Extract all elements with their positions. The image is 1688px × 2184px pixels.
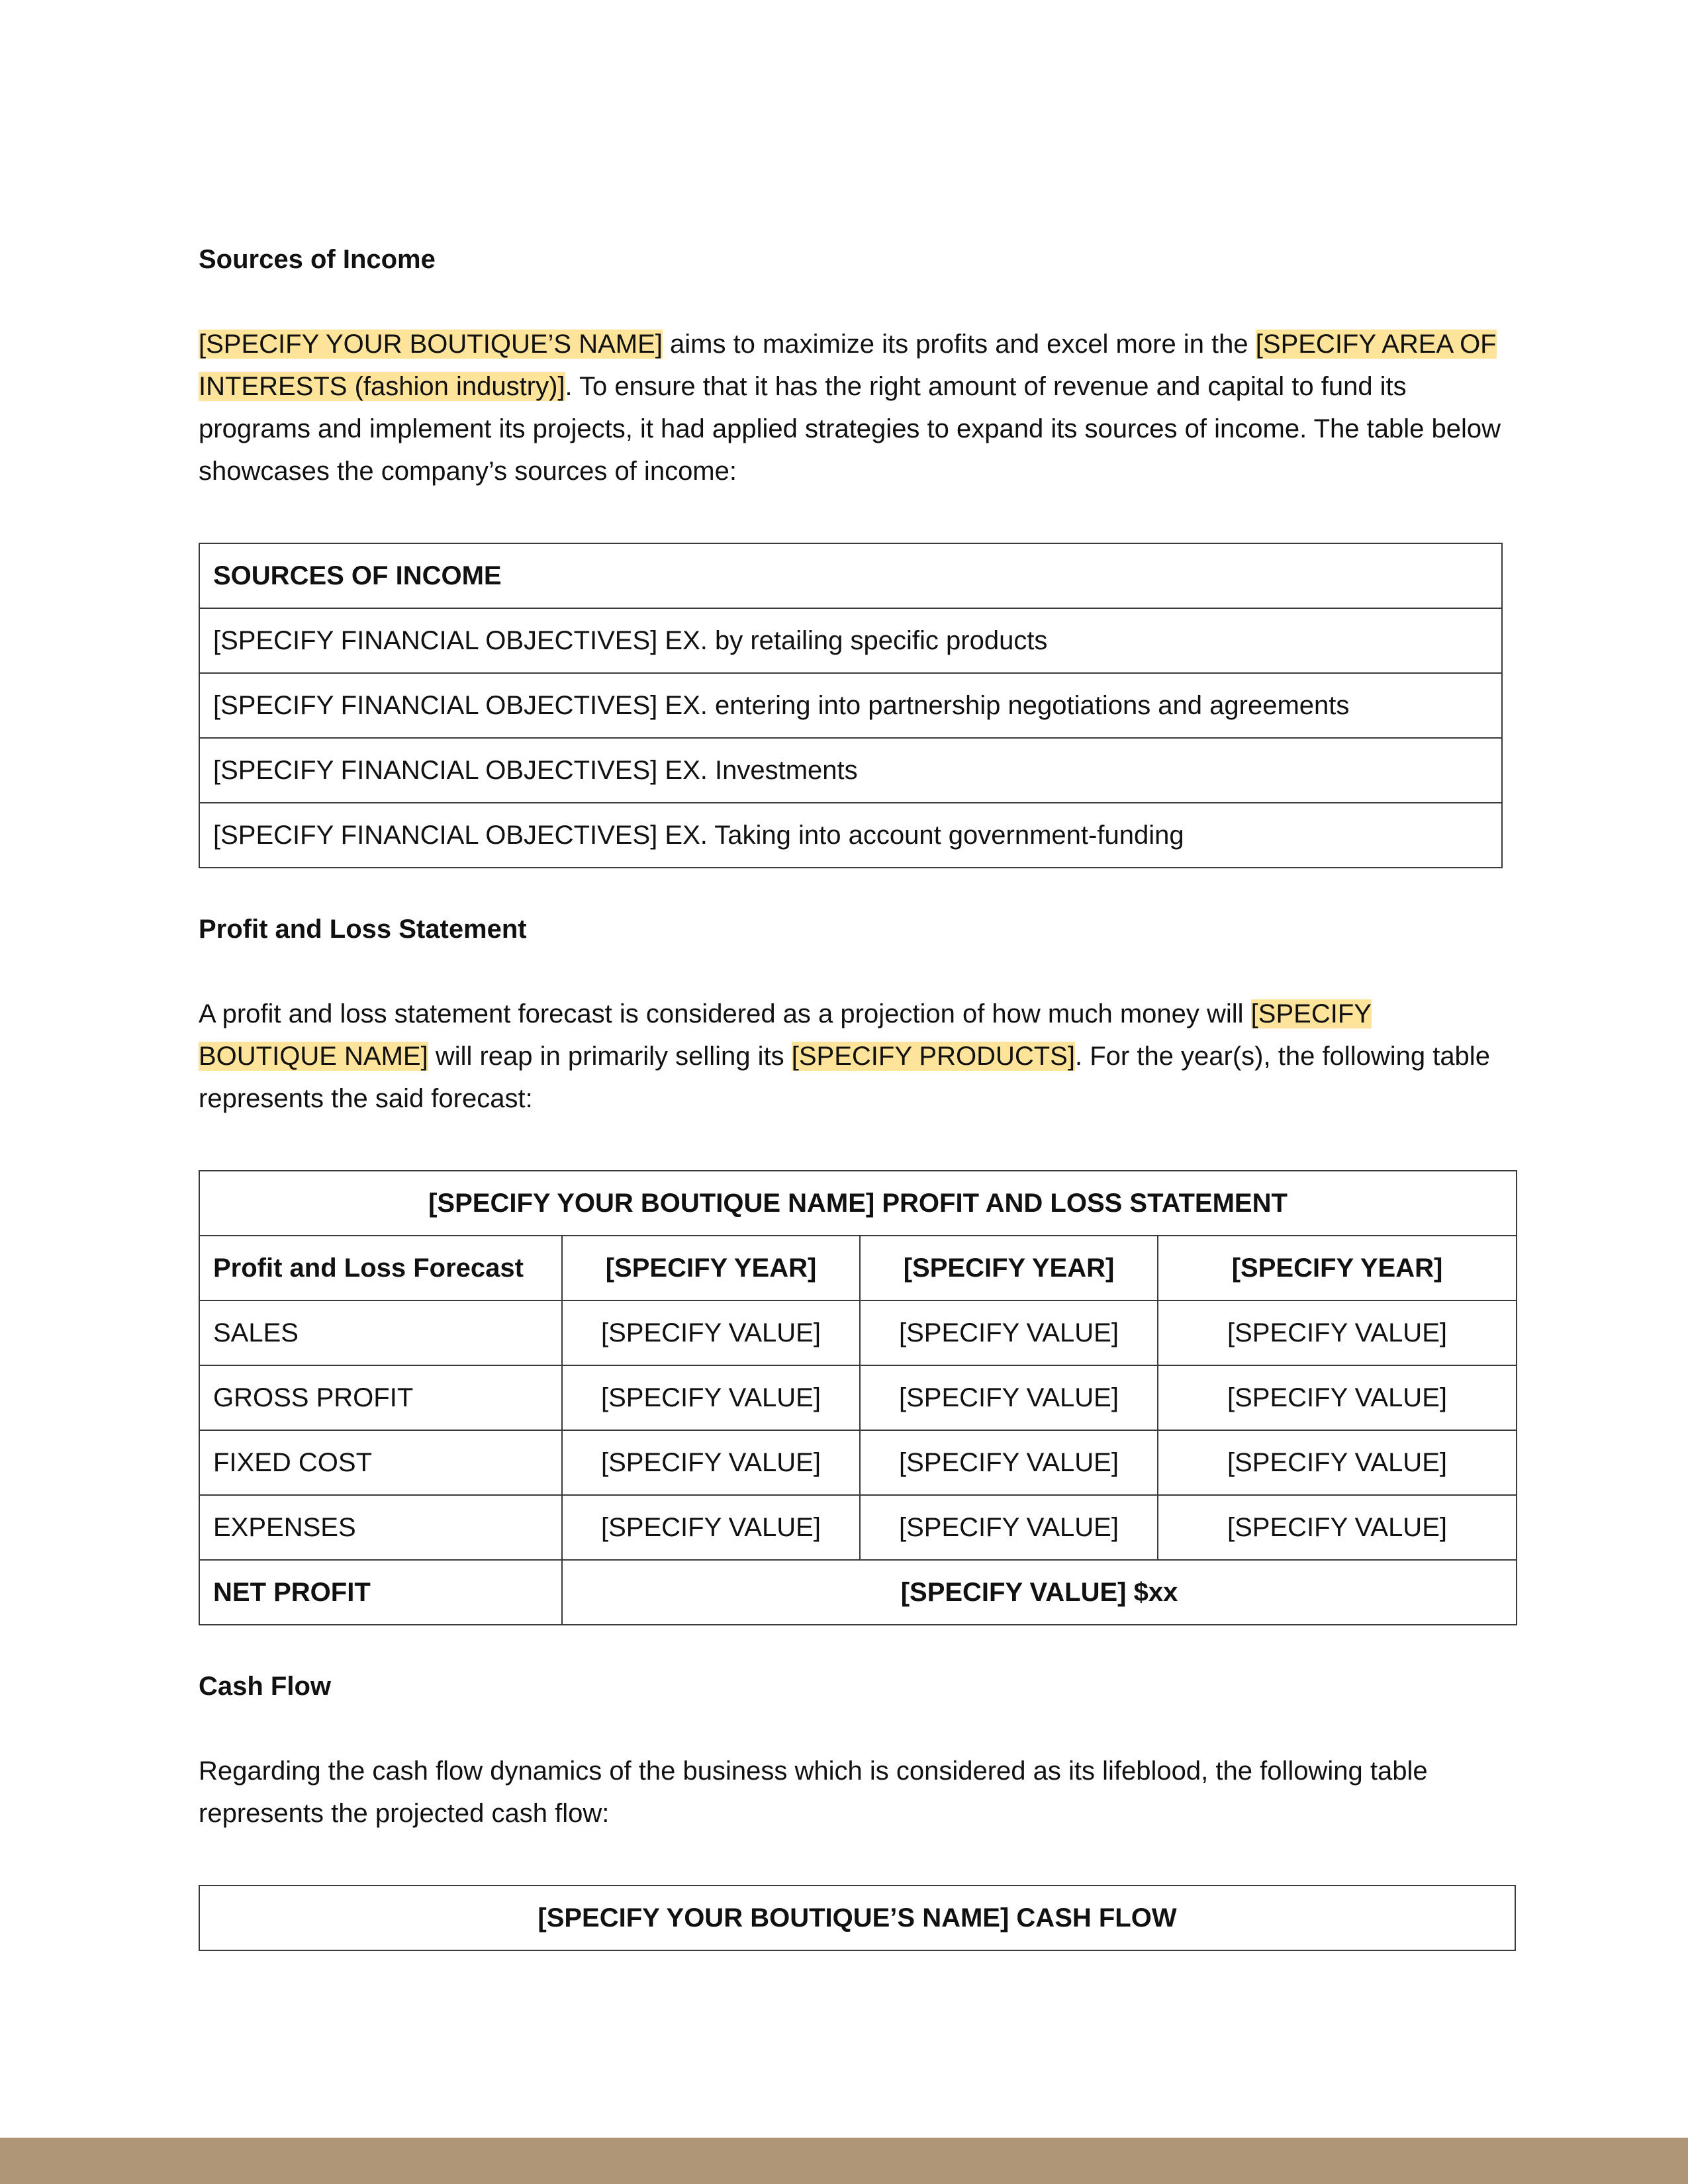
table-cell: [SPECIFY VALUE]	[562, 1430, 860, 1495]
table-cell: [SPECIFY FINANCIAL OBJECTIVES] EX. Taking into account government-funding	[199, 803, 1502, 868]
cash-flow-heading: Cash Flow	[199, 1672, 332, 1701]
cash-flow-table	[199, 1885, 1516, 1951]
sources-of-income-paragraph	[199, 323, 1516, 492]
area-of-interest-placeholder: [SPECIFY AREA OF INTERESTS (fashion industry)]	[199, 330, 1497, 401]
document-page	[199, 238, 1516, 1951]
paragraph-text: aims to maximize its profits and excel more in the	[662, 330, 1256, 359]
row-label: SALES	[199, 1300, 562, 1365]
net-profit-value: [SPECIFY VALUE] $xx	[562, 1560, 1517, 1625]
table-cell: [SPECIFY VALUE]	[562, 1300, 860, 1365]
table-title-row	[199, 1886, 1515, 1950]
table-cell: [SPECIFY VALUE]	[860, 1300, 1158, 1365]
table-row	[199, 1430, 1517, 1495]
table-cell: [SPECIFY FINANCIAL OBJECTIVES] EX. Investments	[199, 738, 1502, 803]
net-profit-row	[199, 1560, 1517, 1625]
row-label: EXPENSES	[199, 1495, 562, 1560]
paragraph-text: . For the year(s), the following table represents the said forecast:	[199, 1042, 1490, 1113]
table-title-row	[199, 1171, 1517, 1236]
footer-band	[0, 2138, 1688, 2184]
table-cell: [SPECIFY VALUE]	[562, 1365, 860, 1430]
table-row	[199, 738, 1502, 803]
table-header-row	[199, 1236, 1517, 1300]
paragraph-text: . To ensure that it has the right amount of revenue and capital to fund its programs and implement its projects, it had applied strategies to expand its sources of income. The table below showcases the company’s sources of income:	[199, 372, 1501, 486]
table-cell: [SPECIFY VALUE]	[562, 1495, 860, 1560]
profit-and-loss-table	[199, 1170, 1517, 1625]
table-cell: [SPECIFY VALUE]	[860, 1365, 1158, 1430]
table-row	[199, 1300, 1517, 1365]
paragraph-text: will reap in primarily selling its	[428, 1042, 792, 1071]
table-cell: [SPECIFY VALUE]	[1158, 1365, 1517, 1430]
table-cell: [SPECIFY VALUE]	[860, 1495, 1158, 1560]
paragraph-text: A profit and loss statement forecast is considered as a projection of how much money will	[199, 999, 1251, 1028]
sources-of-income-table	[199, 543, 1503, 868]
table-cell: [SPECIFY FINANCIAL OBJECTIVES] EX. entering into partnership negotiations and agreements	[199, 673, 1502, 738]
table-row	[199, 608, 1502, 673]
products-placeholder: [SPECIFY PRODUCTS]	[791, 1042, 1075, 1071]
table-cell: [SPECIFY VALUE]	[860, 1430, 1158, 1495]
boutique-name-placeholder: [SPECIFY YOUR BOUTIQUE’S NAME]	[199, 330, 663, 359]
profit-and-loss-heading: Profit and Loss Statement	[199, 915, 527, 944]
profit-and-loss-paragraph	[199, 993, 1516, 1120]
row-label: GROSS PROFIT	[199, 1365, 562, 1430]
column-header: [SPECIFY YEAR]	[562, 1236, 860, 1300]
column-header: [SPECIFY YEAR]	[1158, 1236, 1517, 1300]
table-cell: [SPECIFY VALUE]	[1158, 1300, 1517, 1365]
table-cell: [SPECIFY VALUE]	[1158, 1495, 1517, 1560]
table-cell: [SPECIFY FINANCIAL OBJECTIVES] EX. by retailing specific products	[199, 608, 1502, 673]
table-cell: [SPECIFY VALUE]	[1158, 1430, 1517, 1495]
cash-flow-paragraph: Regarding the cash flow dynamics of the business which is considered as its lifeblood, the following table represents the projected cash flow:	[199, 1756, 1428, 1828]
net-profit-label: NET PROFIT	[199, 1560, 562, 1625]
table-title-cell: [SPECIFY YOUR BOUTIQUE’S NAME] CASH FLOW	[199, 1886, 1515, 1950]
row-label: FIXED COST	[199, 1430, 562, 1495]
table-row	[199, 1495, 1517, 1560]
table-row	[199, 1365, 1517, 1430]
table-row	[199, 803, 1502, 868]
column-header: Profit and Loss Forecast	[199, 1236, 562, 1300]
column-header: [SPECIFY YEAR]	[860, 1236, 1158, 1300]
table-header-cell: SOURCES OF INCOME	[199, 543, 1502, 608]
boutique-name-placeholder: [SPECIFY BOUTIQUE NAME]	[199, 999, 1372, 1071]
table-row	[199, 673, 1502, 738]
table-title-cell: [SPECIFY YOUR BOUTIQUE NAME] PROFIT AND LOSS STATEMENT	[199, 1171, 1517, 1236]
sources-of-income-heading: Sources of Income	[199, 245, 436, 274]
table-header-row	[199, 543, 1502, 608]
